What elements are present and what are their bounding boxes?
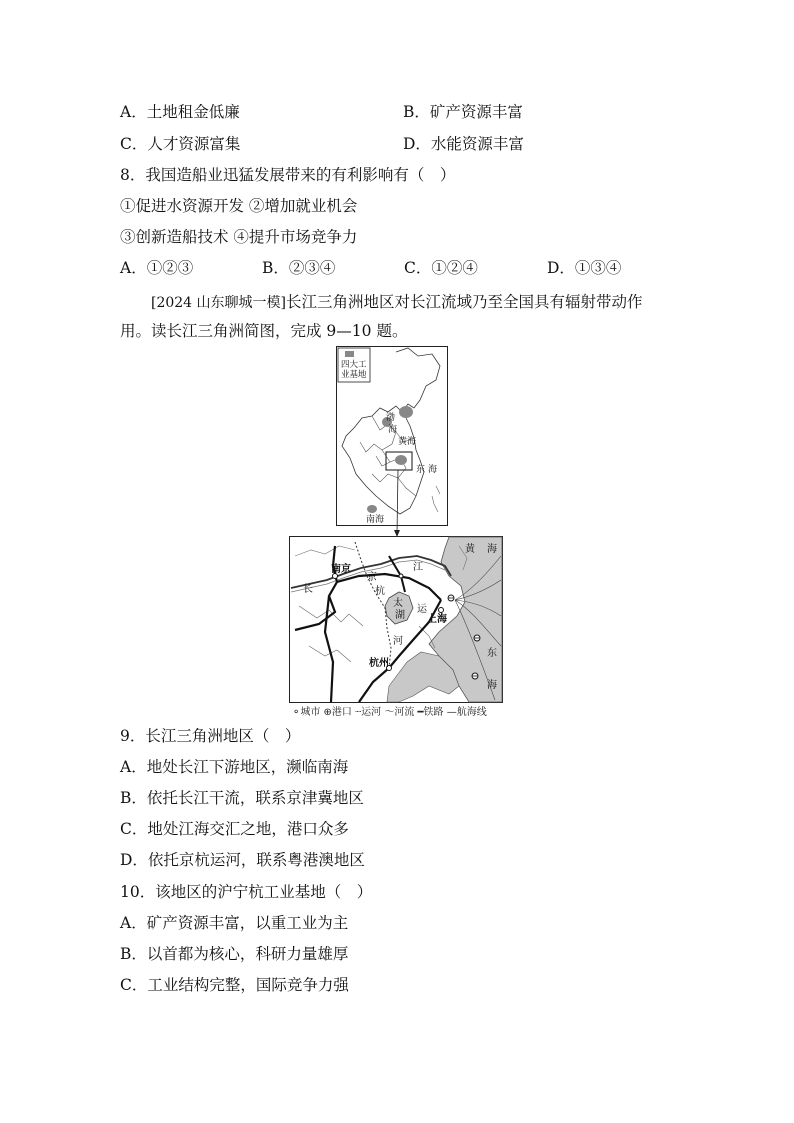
inset-label-huanghai: 黄海 — [398, 437, 417, 447]
label-hang: 杭 — [375, 586, 385, 597]
inset-label-bo: 渤 — [386, 413, 396, 423]
q9-option-a: A．地处长江下游地区，濒临南海 — [120, 758, 349, 776]
q10-option-a: A．矿产资源丰富，以重工业为主 — [120, 914, 349, 932]
q7-option-b: B．矿产资源丰富 — [403, 103, 523, 121]
label-dong: 东 — [487, 648, 497, 659]
map-legend: ⚬城市 ⊕港口 ┈运河 ～河流 ━铁路 —航海线 — [292, 707, 487, 718]
label-yun: 运 — [417, 604, 427, 615]
label-chang: 长 — [303, 584, 313, 595]
label-jing: 京 — [367, 572, 377, 583]
q7-option-c: C．人才资源富集 — [120, 135, 241, 153]
q10-option-c: C．工业结构完整，国际竞争力强 — [120, 976, 349, 994]
q8-items-3-4: ③创新造船技术 ④提升市场竞争力 — [120, 228, 358, 246]
intro-source: [2024 山东聊城一模] — [151, 295, 287, 311]
q8-option-b: B．②③④ — [262, 259, 336, 277]
intro-line-2: 用。读长江三角洲简图，完成 9—10 题。 — [120, 322, 408, 340]
inset-connector — [380, 470, 420, 540]
q9-stem: 9．长江三角洲地区（ ） — [120, 727, 301, 745]
intro-text-1: 长江三角洲地区对长江流域乃至全国具有辐射带动作 — [286, 293, 643, 311]
q9-option-b: B．依托长江干流，联系京津冀地区 — [120, 789, 364, 807]
yangtze-delta-map — [289, 536, 503, 703]
inset-legend-label-1: 四大工 — [341, 360, 367, 370]
q8-option-d: D．①③④ — [547, 259, 622, 277]
inset-label-dong: 东 — [416, 465, 426, 475]
q8-option-c: C．①②④ — [404, 259, 478, 277]
city-shanghai — [439, 608, 444, 613]
label-hu: 湖 — [395, 610, 405, 621]
q10-stem: 10．该地区的沪宁杭工业基地（ ） — [120, 883, 373, 901]
inset-label-nanhai: 南海 — [366, 515, 385, 525]
label-he: 河 — [393, 636, 403, 647]
liaozhongnan-base — [399, 406, 413, 418]
q10-option-b: B．以首都为核心，科研力量雄厚 — [120, 945, 349, 963]
label-hangzhou: 杭州 — [369, 658, 389, 669]
label-nanjing: 南京 — [331, 564, 351, 575]
label-hai-1: 海 — [487, 544, 497, 555]
q8-items-1-2: ①促进水资源开发 ②增加就业机会 — [120, 197, 358, 215]
inset-label-bo-hai: 海 — [388, 425, 398, 435]
inset-label-dong-hai: 海 — [428, 465, 438, 475]
q8-stem: 8．我国造船业迅猛发展带来的有利影响有（ ） — [120, 166, 456, 184]
q7-option-a: A．土地租金低廉 — [120, 103, 240, 121]
inset-legend-label-2: 业基地 — [341, 370, 367, 380]
zhujiang-base — [367, 505, 377, 513]
q8-option-a: A．①②③ — [120, 259, 194, 277]
huninghang-base — [395, 455, 407, 465]
q7-option-d: D．水能资源丰富 — [403, 135, 524, 153]
label-hai-2: 海 — [487, 680, 497, 691]
label-tai: 太 — [393, 598, 403, 609]
intro-line-1 — [151, 292, 643, 313]
q9-option-d: D．依托京杭运河，联系粤港澳地区 — [120, 851, 365, 869]
label-shanghai: 上海 — [427, 614, 447, 625]
label-huang: 黄 — [465, 544, 475, 555]
label-jiang: 江 — [413, 562, 423, 573]
q9-option-c: C．地处江海交汇之地，港口众多 — [120, 820, 349, 838]
